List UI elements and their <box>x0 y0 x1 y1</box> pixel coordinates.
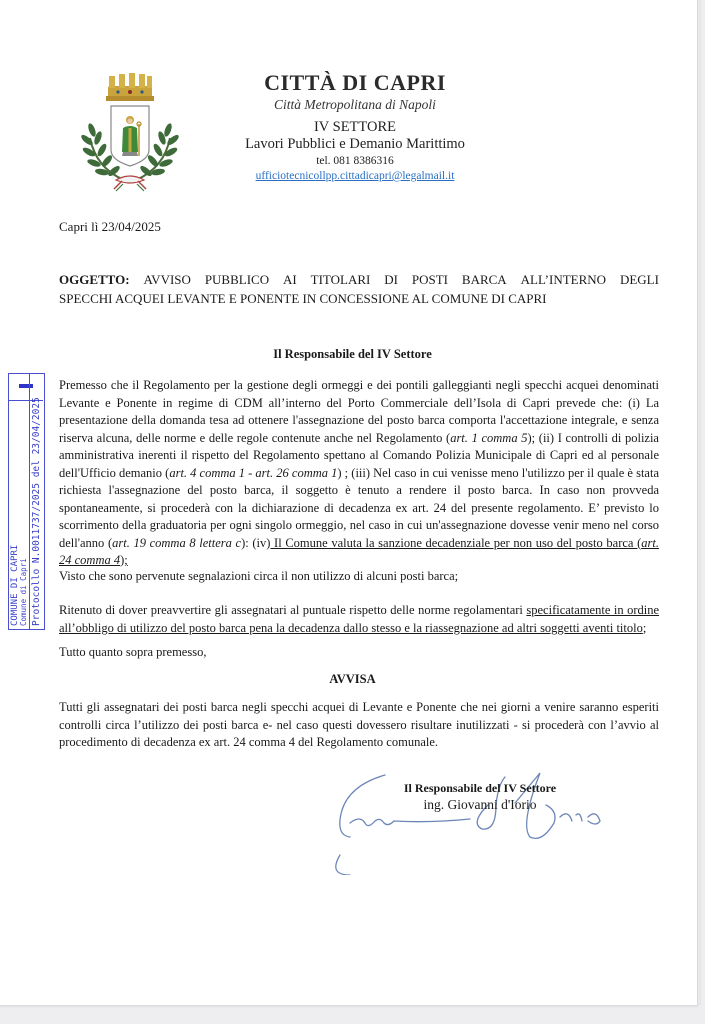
stamp-comune-lower: Comune di Capri <box>19 558 28 626</box>
text: Ritenuto di dover preavvertire gli assegnatari al puntuale rispetto delle norme regolamentari <box>59 603 527 617</box>
letterhead <box>210 70 500 183</box>
sector-name: IV SETTORE <box>313 119 397 135</box>
article-reference: art. 1 comma 5 <box>450 430 528 445</box>
phone-number: tel. 081 8386316 <box>316 155 394 167</box>
subject-word: PUBBLICO <box>204 272 270 287</box>
text: ); (ii) I controlli di polizia amministrativa inerenti il rispetto del Regolamento spettano al Comando Polizia Municipale di Capri ed al personale dell'Ufficio demanio ( <box>59 430 659 480</box>
coat-of-arms-icon <box>78 68 182 192</box>
signature-block <box>390 780 570 814</box>
ribbon-icon <box>114 176 146 191</box>
signatory-name: ing. Giovanni d'Iorio <box>423 797 537 812</box>
email-link[interactable]: ufficiotecnicollpp.cittadicapri@legalmail.it <box>255 170 455 182</box>
section-heading: Il Responsabile del IV Settore <box>273 347 432 361</box>
subject-word: DI <box>384 272 398 287</box>
subject-line-2: SPECCHI ACQUEI LEVANTE E PONENTE IN CONCESSIONE AL COMUNE DI CAPRI <box>59 291 547 306</box>
subject-word: ALL’INTERNO <box>520 272 607 287</box>
subject-word: TITOLARI <box>310 272 371 287</box>
text: Premesso che il Regolamento per la gestione degli ormeggi e dei pontili galleggianti negli specchi acquei denominati Levante e Ponente in regime di CDM all’interno del Porto Commerciale dell’Isola di Capri prevede che: (i) La presentazione della domanda tesa ad ottenere l'assegnazione del posto barca comporta l'accettazione integrale, e senza riserva alcuna, delle norme e delle regole contenute anche nel Regolamento ( <box>59 378 659 445</box>
article-reference: art. 19 comma 8 lettera c <box>112 535 242 550</box>
text: ); <box>120 553 128 567</box>
paragraph-premesso <box>59 377 659 570</box>
page-edge <box>699 0 701 1005</box>
subject <box>59 270 659 308</box>
subject-label: OGGETTO: <box>59 272 130 287</box>
subject-word: BARCA <box>461 272 507 287</box>
underlined-text: specificatamente in ordine all’obbligo di utilizzo del posto barca pena la decadenza dallo stesso e la riassegnazione ad altri soggetti aventi titolo <box>59 603 660 635</box>
article-reference: art. 4 comma 1 - art. 26 comma 1 <box>169 465 338 480</box>
crown-icon <box>106 73 154 101</box>
text: ) ; (iii) Nel caso in cui venisse meno l'utilizzo per il quale è stata richiesta l'assegnazione del posto barca, il soggetto è tenuto a rendere il posto barca. In caso non provveda spontaneamente, si procederà con la dichiarazione di decadenza ex art. 24 del presente regolamento. E’ previsto lo scorrimento della graduatoria per ogni singolo ormeggio, nel caso in cui un'assegnazione dovesse venir meno nel corso dell'anno ( <box>59 465 659 550</box>
article-reference: art. 24 comma 4 <box>59 535 659 567</box>
signatory-title: Il Responsabile del IV Settore <box>403 781 557 795</box>
subject-word: POSTI <box>411 272 448 287</box>
underlined-text: Il Comune valuta la sanzione decadenziale per non uso del posto barca ( <box>270 535 642 550</box>
subject-word: AVVISO <box>143 272 191 287</box>
subject-line-1 <box>59 270 659 289</box>
subject-word: DEGLI <box>619 272 659 287</box>
text: ): (iv) <box>241 535 271 550</box>
document-date: Capri lì 23/04/2025 <box>59 219 161 234</box>
paragraph-ritenuto <box>59 602 659 637</box>
metropolitan-city: Città Metropolitana di Napoli <box>274 97 436 112</box>
city-name: CITTÀ DI CAPRI <box>264 70 446 95</box>
paragraph-premesso-closing: Tutto quanto sopra premesso, <box>59 645 207 659</box>
paragraph-notice: Tutti gli assegnatari dei posti barca negli specchi acquei di Levante e Ponente che nei giorni a venire saranno esperiti controlli circa l’utilizzo dei posti barca e- nel caso questi dovessero risultare inutilizzati - si procederà con l’avvio al procedimento di decadenza ex art. 24 comma 4 del Regolamento comunale. <box>59 700 659 749</box>
department-name: Lavori Pubblici e Demanio Marittimo <box>245 136 465 152</box>
stamp-comune-upper: COMUNE DI CAPRI <box>10 544 20 626</box>
text: ; <box>642 620 647 635</box>
protocol-stamp <box>8 373 45 630</box>
avvisa-heading: AVVISA <box>329 672 376 686</box>
paragraph-visto: Visto che sono pervenute segnalazioni circa il non utilizzo di alcuni posti barca; <box>59 569 459 583</box>
stamp-protocol-number: Protocollo N.0011737/2025 del 23/04/2025 <box>31 397 42 626</box>
subject-word: AI <box>283 272 297 287</box>
